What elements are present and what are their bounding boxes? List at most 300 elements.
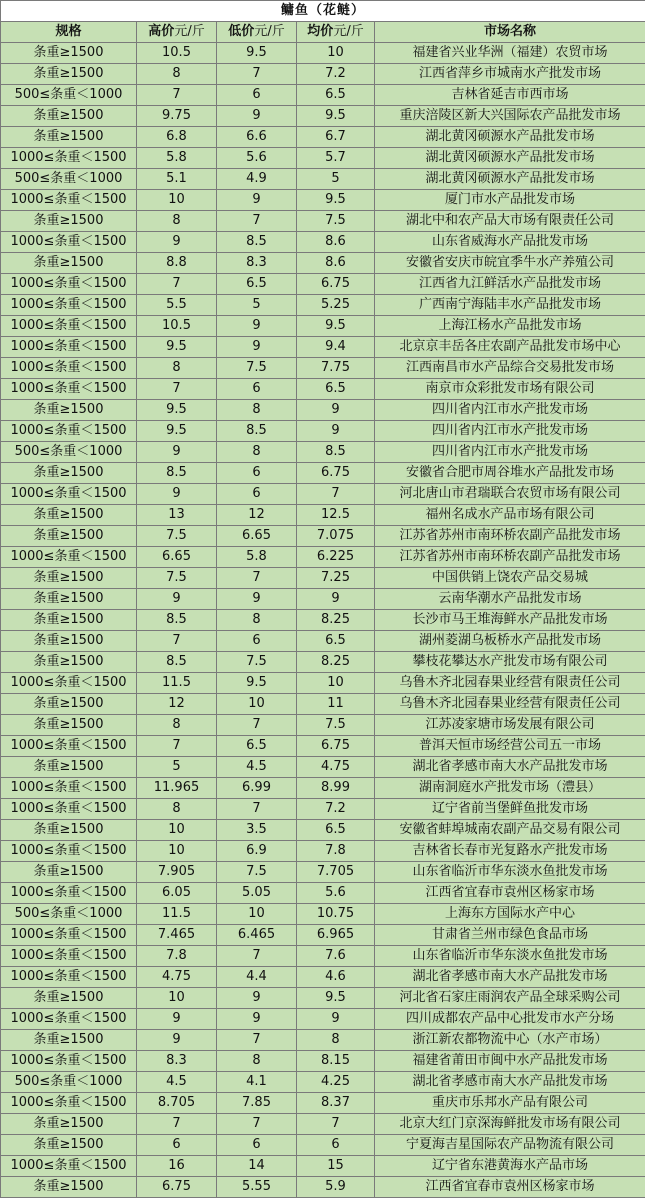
avg-price-cell: 7 xyxy=(297,1114,375,1135)
spec-cell: 条重≥1500 xyxy=(1,715,137,736)
spec-cell: 条重≥1500 xyxy=(1,589,137,610)
table-row xyxy=(1,547,645,568)
low-price-cell: 6.6 xyxy=(217,127,297,148)
high-price-cell: 6 xyxy=(137,1135,217,1156)
low-price-cell: 6 xyxy=(217,1135,297,1156)
market-cell: 攀枝花攀达水产批发市场有限公司 xyxy=(375,652,645,673)
high-price-cell: 8 xyxy=(137,715,217,736)
low-price-cell: 8 xyxy=(217,400,297,421)
high-price-cell: 7 xyxy=(137,631,217,652)
low-price-cell: 8.3 xyxy=(217,253,297,274)
spec-cell: 条重≥1500 xyxy=(1,694,137,715)
market-cell: 山东省临沂市华东淡水鱼批发市场 xyxy=(375,862,645,883)
high-price-cell: 8.5 xyxy=(137,463,217,484)
spec-cell: 1000≤条重＜1500 xyxy=(1,148,137,169)
avg-price-cell: 8.6 xyxy=(297,232,375,253)
table-row xyxy=(1,946,645,967)
table-row xyxy=(1,43,645,64)
high-price-cell: 7 xyxy=(137,379,217,400)
spec-cell: 500≤条重＜1000 xyxy=(1,1072,137,1093)
high-price-cell: 5 xyxy=(137,757,217,778)
low-price-cell: 8 xyxy=(217,610,297,631)
market-cell: 中国供销上饶农产品交易城 xyxy=(375,568,645,589)
low-price-cell: 6.5 xyxy=(217,274,297,295)
market-cell: 湖北中和农产品大市场有限责任公司 xyxy=(375,211,645,232)
low-price-cell: 7.5 xyxy=(217,358,297,379)
spec-cell: 条重≥1500 xyxy=(1,757,137,778)
spec-cell: 条重≥1500 xyxy=(1,106,137,127)
avg-price-cell: 15 xyxy=(297,1156,375,1177)
high-price-cell: 9 xyxy=(137,442,217,463)
table-row xyxy=(1,253,645,274)
spec-cell: 条重≥1500 xyxy=(1,1177,137,1198)
market-cell: 四川省内江市水产批发市场 xyxy=(375,400,645,421)
high-price-cell: 5.8 xyxy=(137,148,217,169)
high-price-cell: 10 xyxy=(137,820,217,841)
avg-price-cell: 7.75 xyxy=(297,358,375,379)
market-cell: 安徽省蚌埠城南农副产品交易有限公司 xyxy=(375,820,645,841)
avg-price-cell: 7.2 xyxy=(297,799,375,820)
avg-price-cell: 7.075 xyxy=(297,526,375,547)
table-row xyxy=(1,421,645,442)
table-row xyxy=(1,484,645,505)
table-row xyxy=(1,169,645,190)
low-price-cell: 7 xyxy=(217,1030,297,1051)
low-price-cell: 7 xyxy=(217,946,297,967)
market-cell: 宁夏海吉星国际农产品物流有限公司 xyxy=(375,1135,645,1156)
spec-cell: 500≤条重＜1000 xyxy=(1,442,137,463)
table-row xyxy=(1,1114,645,1135)
avg-price-cell: 6.7 xyxy=(297,127,375,148)
low-price-cell: 7 xyxy=(217,1114,297,1135)
market-cell: 四川成都农产品中心批发市水产分场 xyxy=(375,1009,645,1030)
avg-price-cell: 10 xyxy=(297,43,375,64)
table-row xyxy=(1,106,645,127)
market-cell: 普洱天恒市场经营公司五一市场 xyxy=(375,736,645,757)
spec-cell: 1000≤条重＜1500 xyxy=(1,673,137,694)
spec-cell: 条重≥1500 xyxy=(1,568,137,589)
table-row xyxy=(1,988,645,1009)
high-price-cell: 11.965 xyxy=(137,778,217,799)
avg-price-cell: 5.7 xyxy=(297,148,375,169)
spec-cell: 条重≥1500 xyxy=(1,526,137,547)
header-avg-unit: 元/斤 xyxy=(333,24,364,39)
avg-price-cell: 4.25 xyxy=(297,1072,375,1093)
market-cell: 湖北省孝感市南大水产品批发市场 xyxy=(375,1072,645,1093)
high-price-cell: 13 xyxy=(137,505,217,526)
market-cell: 江西省宜春市袁州区杨家市场 xyxy=(375,883,645,904)
market-cell: 江西南昌市水产品综合交易批发市场 xyxy=(375,358,645,379)
table-row xyxy=(1,736,645,757)
table-row xyxy=(1,127,645,148)
avg-price-cell: 6.75 xyxy=(297,463,375,484)
high-price-cell: 9 xyxy=(137,484,217,505)
avg-price-cell: 9 xyxy=(297,1009,375,1030)
table-row xyxy=(1,841,645,862)
high-price-cell: 7 xyxy=(137,85,217,106)
low-price-cell: 4.4 xyxy=(217,967,297,988)
market-cell: 江苏省苏州市南环桥农副产品批发市场 xyxy=(375,526,645,547)
spec-cell: 1000≤条重＜1500 xyxy=(1,925,137,946)
header-low-unit: 元/斤 xyxy=(254,24,285,39)
low-price-cell: 7.5 xyxy=(217,862,297,883)
high-price-cell: 9.5 xyxy=(137,337,217,358)
high-price-cell: 8.5 xyxy=(137,652,217,673)
market-cell: 江苏省苏州市南环桥农副产品批发市场 xyxy=(375,547,645,568)
spec-cell: 1000≤条重＜1500 xyxy=(1,883,137,904)
low-price-cell: 3.5 xyxy=(217,820,297,841)
high-price-cell: 11.5 xyxy=(137,673,217,694)
avg-price-cell: 8.15 xyxy=(297,1051,375,1072)
market-cell: 辽宁省前当堡鲜鱼批发市场 xyxy=(375,799,645,820)
header-high: 高价元/斤 xyxy=(137,22,217,43)
high-price-cell: 9 xyxy=(137,232,217,253)
market-cell: 乌鲁木齐北园春果业经营有限责任公司 xyxy=(375,694,645,715)
avg-price-cell: 9 xyxy=(297,400,375,421)
avg-price-cell: 6.225 xyxy=(297,547,375,568)
table-row xyxy=(1,904,645,925)
table-row xyxy=(1,589,645,610)
low-price-cell: 7 xyxy=(217,799,297,820)
market-cell: 湖北省孝感市南大水产品批发市场 xyxy=(375,757,645,778)
high-price-cell: 8 xyxy=(137,64,217,85)
avg-price-cell: 11 xyxy=(297,694,375,715)
high-price-cell: 7.465 xyxy=(137,925,217,946)
avg-price-cell: 7.25 xyxy=(297,568,375,589)
avg-price-cell: 10.75 xyxy=(297,904,375,925)
market-cell: 辽宁省东港黄海水产品市场 xyxy=(375,1156,645,1177)
table-row xyxy=(1,1177,645,1198)
high-price-cell: 9.5 xyxy=(137,421,217,442)
high-price-cell: 7 xyxy=(137,1114,217,1135)
table-row xyxy=(1,463,645,484)
spec-cell: 500≤条重＜1000 xyxy=(1,85,137,106)
spec-cell: 1000≤条重＜1500 xyxy=(1,547,137,568)
avg-price-cell: 7.2 xyxy=(297,64,375,85)
spec-cell: 1000≤条重＜1500 xyxy=(1,778,137,799)
spec-cell: 条重≥1500 xyxy=(1,400,137,421)
spec-cell: 条重≥1500 xyxy=(1,43,137,64)
high-price-cell: 11.5 xyxy=(137,904,217,925)
avg-price-cell: 6.75 xyxy=(297,274,375,295)
avg-price-cell: 7.6 xyxy=(297,946,375,967)
spec-cell: 条重≥1500 xyxy=(1,1114,137,1135)
avg-price-cell: 6.965 xyxy=(297,925,375,946)
avg-price-cell: 8.5 xyxy=(297,442,375,463)
spec-cell: 条重≥1500 xyxy=(1,652,137,673)
table-row xyxy=(1,358,645,379)
table-row xyxy=(1,820,645,841)
avg-price-cell: 7.705 xyxy=(297,862,375,883)
table-row xyxy=(1,883,645,904)
spec-cell: 条重≥1500 xyxy=(1,988,137,1009)
avg-price-cell: 6.5 xyxy=(297,631,375,652)
spec-cell: 1000≤条重＜1500 xyxy=(1,358,137,379)
avg-price-cell: 6.5 xyxy=(297,820,375,841)
market-cell: 安徽省合肥市周谷堆水产品批发市场 xyxy=(375,463,645,484)
avg-price-cell: 9.4 xyxy=(297,337,375,358)
market-cell: 南京市众彩批发市场有限公司 xyxy=(375,379,645,400)
table-row xyxy=(1,568,645,589)
table-row xyxy=(1,925,645,946)
low-price-cell: 8 xyxy=(217,1051,297,1072)
high-price-cell: 8 xyxy=(137,358,217,379)
high-price-cell: 10.5 xyxy=(137,316,217,337)
table-row xyxy=(1,631,645,652)
low-price-cell: 8 xyxy=(217,442,297,463)
avg-price-cell: 5.25 xyxy=(297,295,375,316)
low-price-cell: 7.5 xyxy=(217,652,297,673)
spec-cell: 条重≥1500 xyxy=(1,862,137,883)
avg-price-cell: 8.25 xyxy=(297,652,375,673)
low-price-cell: 9 xyxy=(217,106,297,127)
low-price-cell: 6 xyxy=(217,379,297,400)
table-row xyxy=(1,337,645,358)
low-price-cell: 7.85 xyxy=(217,1093,297,1114)
spec-cell: 1000≤条重＜1500 xyxy=(1,484,137,505)
table-row xyxy=(1,799,645,820)
avg-price-cell: 7.8 xyxy=(297,841,375,862)
low-price-cell: 5.6 xyxy=(217,148,297,169)
market-cell: 山东省临沂市华东淡水鱼批发市场 xyxy=(375,946,645,967)
low-price-cell: 9 xyxy=(217,337,297,358)
spec-cell: 条重≥1500 xyxy=(1,1135,137,1156)
spec-cell: 1000≤条重＜1500 xyxy=(1,1093,137,1114)
market-cell: 重庆市乐邦水产品有限公司 xyxy=(375,1093,645,1114)
table-row xyxy=(1,232,645,253)
market-cell: 河北省石家庄雨润农产品全球采购公司 xyxy=(375,988,645,1009)
high-price-cell: 9 xyxy=(137,1030,217,1051)
low-price-cell: 9 xyxy=(217,1009,297,1030)
low-price-cell: 4.5 xyxy=(217,757,297,778)
avg-price-cell: 10 xyxy=(297,673,375,694)
spec-cell: 条重≥1500 xyxy=(1,211,137,232)
spec-cell: 500≤条重＜1000 xyxy=(1,904,137,925)
header-spec: 规格 xyxy=(1,22,137,43)
high-price-cell: 9 xyxy=(137,589,217,610)
avg-price-cell: 6.5 xyxy=(297,85,375,106)
market-cell: 江西省宜春市袁州区杨家市场 xyxy=(375,1177,645,1198)
spec-cell: 1000≤条重＜1500 xyxy=(1,1009,137,1030)
avg-price-cell: 5 xyxy=(297,169,375,190)
low-price-cell: 10 xyxy=(217,904,297,925)
table-row xyxy=(1,694,645,715)
avg-price-cell: 8 xyxy=(297,1030,375,1051)
high-price-cell: 10 xyxy=(137,988,217,1009)
market-cell: 四川省内江市水产批发市场 xyxy=(375,421,645,442)
low-price-cell: 5 xyxy=(217,295,297,316)
avg-price-cell: 6.75 xyxy=(297,736,375,757)
spec-cell: 条重≥1500 xyxy=(1,463,137,484)
high-price-cell: 6.75 xyxy=(137,1177,217,1198)
market-cell: 上海江杨水产品批发市场 xyxy=(375,316,645,337)
market-cell: 山东省威海水产品批发市场 xyxy=(375,232,645,253)
high-price-cell: 7.5 xyxy=(137,526,217,547)
spec-cell: 1000≤条重＜1500 xyxy=(1,1156,137,1177)
low-price-cell: 10 xyxy=(217,694,297,715)
low-price-cell: 6 xyxy=(217,631,297,652)
avg-price-cell: 8.99 xyxy=(297,778,375,799)
spec-cell: 1000≤条重＜1500 xyxy=(1,274,137,295)
low-price-cell: 6.465 xyxy=(217,925,297,946)
table-row xyxy=(1,673,645,694)
header-low: 低价元/斤 xyxy=(217,22,297,43)
market-cell: 长沙市马王堆海鲜水产品批发市场 xyxy=(375,610,645,631)
table-row xyxy=(1,148,645,169)
spec-cell: 条重≥1500 xyxy=(1,64,137,85)
avg-price-cell: 8.25 xyxy=(297,610,375,631)
table-row xyxy=(1,1009,645,1030)
market-cell: 湖北黄冈硕源水产品批发市场 xyxy=(375,169,645,190)
high-price-cell: 16 xyxy=(137,1156,217,1177)
avg-price-cell: 8.6 xyxy=(297,253,375,274)
low-price-cell: 5.8 xyxy=(217,547,297,568)
market-cell: 湖北黄冈硕源水产品批发市场 xyxy=(375,127,645,148)
table-row xyxy=(1,379,645,400)
high-price-cell: 8.8 xyxy=(137,253,217,274)
table-row xyxy=(1,967,645,988)
market-cell: 江苏凌家塘市场发展有限公司 xyxy=(375,715,645,736)
avg-price-cell: 7.5 xyxy=(297,211,375,232)
high-price-cell: 8 xyxy=(137,211,217,232)
market-cell: 吉林省延吉市西市场 xyxy=(375,85,645,106)
table-row xyxy=(1,778,645,799)
spec-cell: 条重≥1500 xyxy=(1,631,137,652)
high-price-cell: 8.3 xyxy=(137,1051,217,1072)
low-price-cell: 9 xyxy=(217,988,297,1009)
spec-cell: 1000≤条重＜1500 xyxy=(1,190,137,211)
table-row xyxy=(1,652,645,673)
market-cell: 吉林省长春市光复路水产批发市场 xyxy=(375,841,645,862)
low-price-cell: 7 xyxy=(217,64,297,85)
market-cell: 厦门市水产品批发市场 xyxy=(375,190,645,211)
market-cell: 乌鲁木齐北园春果业经营有限责任公司 xyxy=(375,673,645,694)
avg-price-cell: 5.6 xyxy=(297,883,375,904)
spec-cell: 1000≤条重＜1500 xyxy=(1,316,137,337)
spec-cell: 1000≤条重＜1500 xyxy=(1,232,137,253)
high-price-cell: 10.5 xyxy=(137,43,217,64)
table-row xyxy=(1,85,645,106)
high-price-cell: 7 xyxy=(137,274,217,295)
low-price-cell: 5.55 xyxy=(217,1177,297,1198)
avg-price-cell: 9.5 xyxy=(297,316,375,337)
market-cell: 福建省莆田市闽中水产品批发市场 xyxy=(375,1051,645,1072)
avg-price-cell: 6 xyxy=(297,1135,375,1156)
table-row xyxy=(1,274,645,295)
header-row xyxy=(1,22,645,43)
table-row xyxy=(1,442,645,463)
table-row xyxy=(1,862,645,883)
market-cell: 湖南洞庭水产批发市场（澧县） xyxy=(375,778,645,799)
market-cell: 浙江新农都物流中心（水产市场） xyxy=(375,1030,645,1051)
low-price-cell: 9.5 xyxy=(217,43,297,64)
table-row xyxy=(1,757,645,778)
table-row xyxy=(1,211,645,232)
spec-cell: 1000≤条重＜1500 xyxy=(1,421,137,442)
spec-cell: 条重≥1500 xyxy=(1,127,137,148)
low-price-cell: 7 xyxy=(217,211,297,232)
low-price-cell: 6 xyxy=(217,484,297,505)
spec-cell: 1000≤条重＜1500 xyxy=(1,295,137,316)
avg-price-cell: 5.9 xyxy=(297,1177,375,1198)
table-row xyxy=(1,1051,645,1072)
table-row xyxy=(1,64,645,85)
spec-cell: 1000≤条重＜1500 xyxy=(1,967,137,988)
market-cell: 湖州菱湖乌板桥水产品批发市场 xyxy=(375,631,645,652)
avg-price-cell: 9.5 xyxy=(297,190,375,211)
spec-cell: 500≤条重＜1000 xyxy=(1,169,137,190)
spec-cell: 1000≤条重＜1500 xyxy=(1,841,137,862)
low-price-cell: 5.05 xyxy=(217,883,297,904)
avg-price-cell: 7.5 xyxy=(297,715,375,736)
market-cell: 湖北黄冈硕源水产品批发市场 xyxy=(375,148,645,169)
table-title: 鳙鱼（花鲢） xyxy=(1,1,645,22)
table-row xyxy=(1,505,645,526)
avg-price-cell: 9.5 xyxy=(297,106,375,127)
table-row xyxy=(1,1135,645,1156)
spec-cell: 1000≤条重＜1500 xyxy=(1,946,137,967)
spec-cell: 条重≥1500 xyxy=(1,505,137,526)
avg-price-cell: 4.6 xyxy=(297,967,375,988)
table-row xyxy=(1,400,645,421)
table-row xyxy=(1,610,645,631)
low-price-cell: 6 xyxy=(217,463,297,484)
avg-price-cell: 12.5 xyxy=(297,505,375,526)
spec-cell: 1000≤条重＜1500 xyxy=(1,379,137,400)
market-cell: 安徽省安庆市皖宜季牛水产养殖公司 xyxy=(375,253,645,274)
table-row xyxy=(1,190,645,211)
header-avg: 均价元/斤 xyxy=(297,22,375,43)
low-price-cell: 6 xyxy=(217,85,297,106)
high-price-cell: 7.5 xyxy=(137,568,217,589)
low-price-cell: 9 xyxy=(217,190,297,211)
low-price-cell: 6.5 xyxy=(217,736,297,757)
spec-cell: 条重≥1500 xyxy=(1,253,137,274)
table-row xyxy=(1,295,645,316)
table-row xyxy=(1,715,645,736)
high-price-cell: 7 xyxy=(137,736,217,757)
market-cell: 江西省萍乡市城南水产批发市场 xyxy=(375,64,645,85)
high-price-cell: 7.905 xyxy=(137,862,217,883)
high-price-cell: 6.8 xyxy=(137,127,217,148)
low-price-cell: 12 xyxy=(217,505,297,526)
table-row xyxy=(1,1093,645,1114)
high-price-cell: 4.75 xyxy=(137,967,217,988)
market-cell: 上海东方国际水产中心 xyxy=(375,904,645,925)
avg-price-cell: 7 xyxy=(297,484,375,505)
table-row xyxy=(1,1030,645,1051)
low-price-cell: 8.5 xyxy=(217,421,297,442)
low-price-cell: 8.5 xyxy=(217,232,297,253)
high-price-cell: 4.5 xyxy=(137,1072,217,1093)
market-cell: 福州名成水产品市场有限公司 xyxy=(375,505,645,526)
spec-cell: 条重≥1500 xyxy=(1,610,137,631)
low-price-cell: 7 xyxy=(217,715,297,736)
high-price-cell: 10 xyxy=(137,190,217,211)
table-row xyxy=(1,1156,645,1177)
high-price-cell: 9.75 xyxy=(137,106,217,127)
market-cell: 湖北省孝感市南大水产品批发市场 xyxy=(375,967,645,988)
avg-price-cell: 9.5 xyxy=(297,988,375,1009)
header-high-unit: 元/斤 xyxy=(174,24,205,39)
high-price-cell: 12 xyxy=(137,694,217,715)
spec-cell: 条重≥1500 xyxy=(1,820,137,841)
table-row xyxy=(1,316,645,337)
table-row xyxy=(1,1072,645,1093)
high-price-cell: 8 xyxy=(137,799,217,820)
market-cell: 重庆涪陵区新大兴国际农产品批发市场 xyxy=(375,106,645,127)
market-cell: 北京京丰岳各庄农副产品批发市场中心 xyxy=(375,337,645,358)
